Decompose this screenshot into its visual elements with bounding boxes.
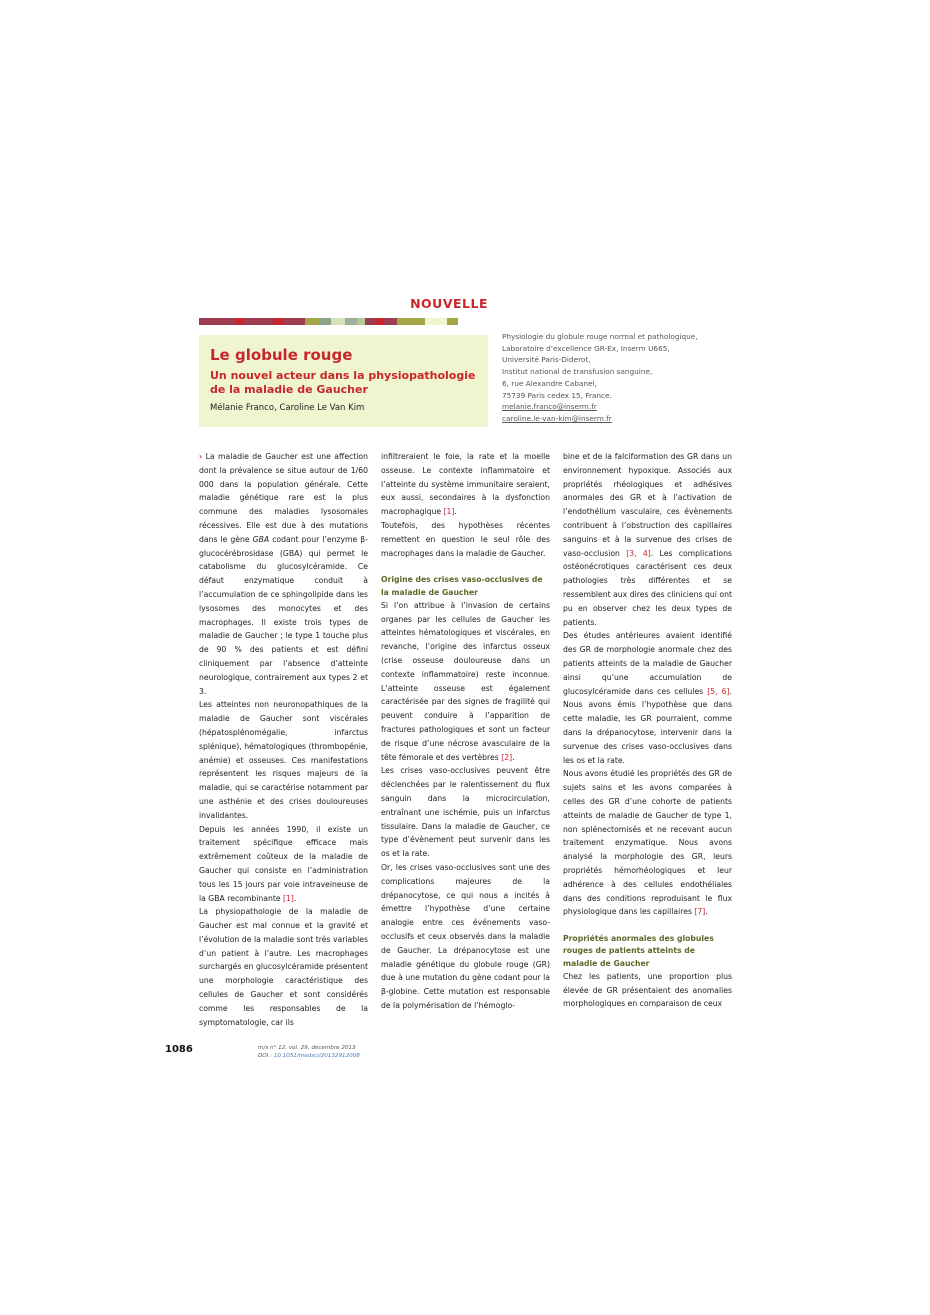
journal-info: [258, 1044, 360, 1060]
section-heading: Propriétés anormales des globules rouges de patients atteints de maladie de Gaucher: [563, 934, 714, 968]
paragraph: Si l’on attribue à l’invasion de certains organes par les cellules de Gaucher les atteintes hématologiques et viscérales, en revanche, l’origine des infarctus osseux (crise osseuse douloureuse dans un contexte inflammatoire) reste inconnue. L’atteinte osseuse est également caractérisée par des signes de fragilité qui peuvent conduire à l’apparition de fractures pathologiques et sont un facteur de risque d’une nécrose avasculaire de la tête fémorale et des vertèbres [2].: [381, 600, 550, 762]
affiliation-line: 6, rue Alexandre Cabanel,: [502, 378, 597, 388]
affiliation-line: Université Paris-Diderot,: [502, 355, 591, 365]
color-bar-segment: [331, 318, 345, 325]
text-run: . Les complications ostéonécrotiques caractérisent ces deux pathologies très différentes et se ressemblent aux dires des cliniciens qui ont pu en observer chez les deux types de patients.: [563, 548, 732, 627]
color-bar-segment: [243, 318, 273, 325]
doi-line: [258, 1052, 360, 1060]
reference-link[interactable]: [1]: [443, 507, 455, 517]
color-bar-segment: [305, 318, 319, 325]
section-heading: Origine des crises vaso-occlusives de la maladie de Gaucher: [381, 575, 543, 597]
text-column-3: [563, 450, 732, 1011]
color-bar-segment: [319, 318, 331, 325]
paragraph: infiltreraient le foie, la rate et la moelle osseuse. Le contexte inflammatoire et l’atteinte du système immunitaire seraient, eux aussi, secondaires à la dysfonction macrophagique [1].: [381, 452, 550, 517]
chevron-right-icon: ›: [199, 452, 203, 461]
text-run: bine et de la falciformation des GR dans un environnement hypoxique. Associés aux propriétés rhéologiques et adhésives anormales des GR et à l’activation de l’endothélium vasculaire, ces évènements contribuent à l’obstruction des capillaires sanguins et à la survenue des crises de vaso-occlusion: [563, 452, 732, 558]
color-bar-segment: [375, 318, 383, 325]
paragraph: La physiopathologie de la maladie de Gaucher est mal connue et la gravité et l’évolution de la maladie sont très variables d’un patient à l’autre. Les macrophages surchargés en glucosylcéramide présentent une morphologie caractéristique des cellules de Gaucher et sont considérés comme les responsables de la symptomatologie, car ils: [199, 907, 368, 1027]
paragraph: Les crises vaso-occlusives peuvent être déclenchées par le ralentissement du flux sanguin dans la microcirculation, entraînant une ischémie, puis un infarctus tissulaire. Dans la maladie de Gaucher, ce type d’évènement peut survenir dans les os et la rate.: [381, 766, 550, 859]
text-run: . Nous avons émis l’hypothèse que dans cette maladie, les GR pourraient, comme dans la drépanocytose, intervenir dans la survenue des crises vaso-occlusives dans les os et la rate.: [563, 686, 732, 765]
doi-label: DOI :: [258, 1053, 274, 1060]
text-run: infiltreraient le foie, la rate et la moelle osseuse. Le contexte inflammatoire et l’atteinte du système immunitaire seraient, eux aussi, secondaires à la dysfonction macrophagique: [381, 452, 550, 517]
text-run: Des études antérieures avaient identifié des GR de morphologie anormale chez des patients atteints de la maladie de Gaucher ainsi qu’une accumulation de glucosylcéramide dans ces cellules: [563, 631, 732, 696]
article-subtitle: Un nouvel acteur dans la physiopathologie de la maladie de Gaucher: [210, 369, 476, 396]
paragraph: Nous avons étudié les propriétés des GR de sujets sains et les avons comparées à celles des GR d’une cohorte de patients atteints de maladie de Gaucher de type 1, non splénectomisés et ne recevant aucun traitement enzymatique. Nous avons analysé la morphologie des GR, leurs propriétés hémorhéologiques et leur adhérence à des cellules endothéliales dans des conditions reproduisant le flux physiologique dans les capillaires [7].: [563, 769, 732, 917]
email-link[interactable]: melanie.franco@inserm.fr: [502, 402, 597, 412]
doi-link[interactable]: 10.1051/medsci/20132912008: [273, 1053, 360, 1060]
journal-citation: m/s n° 12, vol. 29, décembre 2013: [258, 1045, 356, 1051]
section-label: NOUVELLE: [410, 296, 488, 311]
color-bar-segment: [235, 318, 243, 325]
color-bar-segment: [345, 318, 357, 325]
color-bar-segment: [365, 318, 375, 325]
reference-link[interactable]: [5, 6]: [707, 686, 730, 696]
email-link[interactable]: caroline.le-van-kim@inserm.fr: [502, 413, 612, 423]
authors: Mélanie Franco, Caroline Le Van Kim: [210, 403, 365, 413]
paragraph: Les atteintes non neuronopathiques de la maladie de Gaucher sont viscérales (hépatosplénomégalie, infarctus splénique), hématologiques (thrombopénie, anémie) et osseuses. Ces manifestations représentent les risques majeurs de la maladie, qui se caractérise notamment par une asthénie et des crises douloureuses invalidantes.: [199, 700, 368, 820]
reference-link[interactable]: [3, 4]: [626, 548, 651, 558]
affiliation-line: Institut national de transfusion sanguine,: [502, 367, 653, 377]
color-bar-segment: [273, 318, 283, 325]
color-bar-segment: [217, 318, 235, 325]
affiliation-line: Physiologie du globule rouge normal et pathologique,: [502, 332, 698, 341]
text-run: codant pour l’enzyme β-glucocérébrosidase (GBA) qui permet le catabolisme du glucosylcéramide. Ce défaut enzymatique conduit à l’accumulation de ce sphingolipide dans les lysosomes des monocytes et des macrophages. Il existe trois types de maladie de Gaucher ; le type 1 touche plus de 90 % des patients et est défini cliniquement par l’absence d’atteinte neurologique, contrairement aux types 2 et 3.: [199, 534, 368, 696]
text-column-1: [199, 450, 368, 1029]
paragraph: [199, 450, 368, 698]
affiliation-line: 75739 Paris cedex 15, France.: [502, 390, 612, 400]
text-column-2: [381, 450, 550, 1013]
affiliation-line: Laboratoire d’excellence GR-Ex, Inserm U665,: [502, 343, 670, 353]
article-title: Le globule rouge: [210, 346, 353, 364]
reference-link[interactable]: [7]: [694, 907, 706, 917]
color-bar-segment: [199, 318, 217, 325]
color-bar-segment: [357, 318, 365, 325]
text-run: La maladie de Gaucher est une affection dont la prévalence se situe autour de 1/60 000 dans la population générale. Cette maladie génétique rare est la plus commune des maladies lysosomales récessives. Elle est due à des mutations dans le gène: [199, 452, 368, 544]
color-bar-segment: [397, 318, 425, 325]
paragraph: [563, 629, 732, 767]
text-run: Depuis les années 1990, il existe un traitement spécifique efficace mais extrêmement coûteux de la maladie de Gaucher qui consiste en l’administration tous les 15 jours par voie intraveineuse de la GBA recombinante: [199, 824, 368, 903]
text-run: Si l’on attribue à l’invasion de certains organes par les cellules de Gaucher les atteintes hématologiques et viscérales, en revanche, l’origine des infarctus osseux (crise osseuse douloureuse dans un contexte inflammatoire) reste inconnue. L’atteinte osseuse est également caractérisée par des signes de fragilité qui peuvent conduire à l’apparition de fractures pathologiques et sont un facteur de risque d’une nécrose avasculaire de la tête fémorale et des vertèbres: [381, 600, 550, 762]
color-bar-segment: [383, 318, 397, 325]
gene-name: GBA: [252, 534, 270, 544]
paragraph: Or, les crises vaso-occlusives sont une des complications majeures de la drépanocytose, ce qui nous a incités à émettre l’hypothèse d’une certaine analogie entre ces événements vaso-occlusifs et ceux observés dans la maladie de Gaucher. La drépanocytose est une maladie génétique du globule rouge (GR) due à une mutation du gène codant pour la β-globine. Cette mutation est responsable de la polymérisation de l’hémoglo-: [381, 862, 550, 1010]
reference-link[interactable]: [2]: [501, 752, 513, 762]
paragraph: Toutefois, des hypothèses récentes remettent en question le seul rôle des macrophages dans la maladie de Gaucher.: [381, 520, 550, 558]
paragraph: Depuis les années 1990, il existe un traitement spécifique efficace mais extrêmement coûteux de la maladie de Gaucher qui consiste en l’administration tous les 15 jours par voie intraveineuse de la GBA recombinante [1].: [199, 824, 368, 903]
page-number: 1086: [165, 1044, 193, 1055]
text-run: Nous avons étudié les propriétés des GR de sujets sains et les avons comparées à celles des GR d’une cohorte de patients atteints de maladie de Gaucher de type 1, non splénectomisés et ne recevant aucun traitement enzymatique. Nous avons analysé la morphologie des GR, leurs propriétés hémorhéologiques et leur adhérence à des cellules endothéliales dans des conditions reproduisant le flux physiologique dans les capillaires: [563, 769, 732, 917]
color-bar-segment: [447, 318, 458, 325]
color-bar: [199, 318, 488, 325]
paragraph: Chez les patients, une proportion plus élevée de GR présentaient des anomalies morphologiques en comparaison de ceux: [563, 971, 732, 1009]
reference-link[interactable]: [1]: [283, 893, 294, 903]
paragraph: [563, 450, 732, 629]
color-bar-segment: [425, 318, 447, 325]
affiliation-block: [502, 331, 732, 425]
color-bar-segment: [283, 318, 305, 325]
